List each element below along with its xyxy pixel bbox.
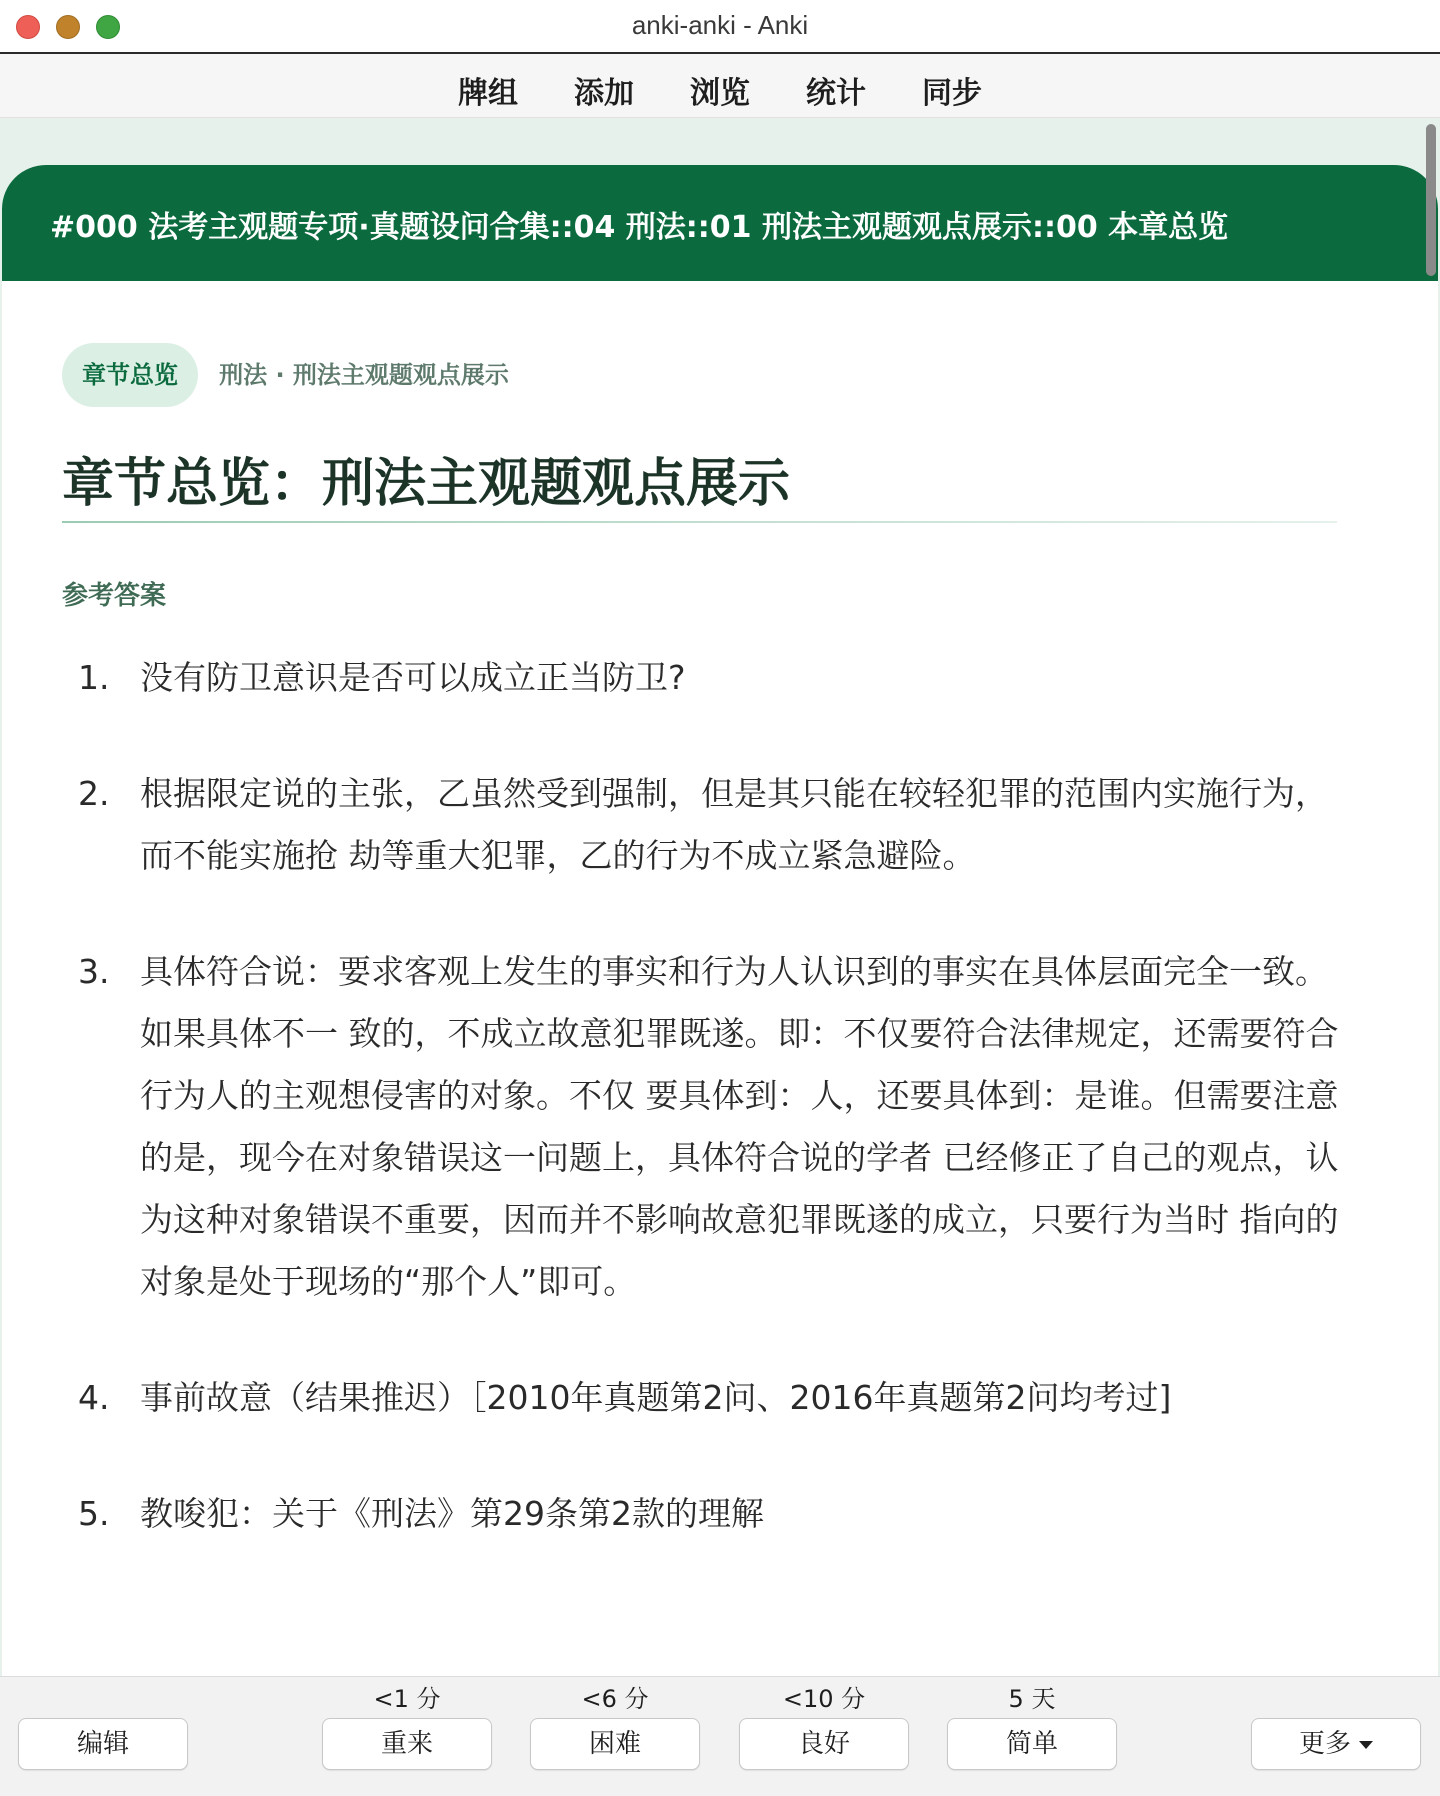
answer-list — [62, 647, 1352, 1545]
more-button[interactable] — [1251, 1718, 1421, 1770]
deck-banner — [2, 165, 1438, 281]
again-button[interactable]: 重来 — [322, 1718, 492, 1770]
easy-button[interactable]: 简单 — [947, 1718, 1117, 1770]
toolbar-decks[interactable]: 牌组 — [458, 76, 518, 111]
answer-number: 2. — [78, 774, 110, 813]
deck-path: #000 法考主观题专项·真题设问合集::04 刑法::01 刑法主观题观点展示::00 本章总览 — [50, 210, 1229, 245]
good-button[interactable]: 良好 — [739, 1718, 909, 1770]
good-interval: <10 分 — [782, 1685, 866, 1713]
card-meta — [62, 343, 509, 407]
edit-button[interactable]: 编辑 — [18, 1718, 188, 1770]
answer-item — [62, 647, 1352, 709]
toolbar-add[interactable]: 添加 — [574, 76, 634, 111]
answer-number: 4. — [78, 1378, 110, 1417]
answer-item — [62, 1367, 1352, 1429]
card-title: 章节总览：刑法主观题观点展示 — [62, 454, 791, 514]
answer-text: 根据限定说的主张，乙虽然受到强制，但是其只能在较轻犯罪的范围内实施行为，而不能实施抢 劫等重大犯罪，乙的行为不成立紧急避险。 — [140, 774, 1328, 875]
scrollbar-thumb[interactable] — [1426, 124, 1436, 276]
card-content-area — [0, 118, 1440, 1676]
again-interval: <1 分 — [373, 1685, 441, 1713]
title-bar — [0, 0, 1440, 54]
easy-interval: 5 天 — [1008, 1685, 1056, 1713]
hard-interval: <6 分 — [581, 1685, 649, 1713]
review-bar — [0, 1676, 1440, 1796]
answer-number: 3. — [78, 952, 110, 991]
toolbar-browse[interactable]: 浏览 — [690, 76, 750, 111]
answer-text: 教唆犯：关于《刑法》第29条第2款的理解 — [140, 1494, 764, 1533]
answer-item — [62, 763, 1352, 887]
toolbar-sync[interactable]: 同步 — [922, 76, 982, 111]
answer-text: 具体符合说：要求客观上发生的事实和行为人认识到的事实在具体层面完全一致。如果具体不一 致的，不成立故意犯罪既遂。即：不仅要符合法律规定，还需要符合行为人的主观想侵害的对象。不仅 要具体到：人，还要具体到：是谁。但需要注意的是，现今在对象错误这一问题上，具体符合说的学者 已经修正了自己的观点，认为这种对象错误不重要，因而并不影响故意犯罪既遂的成立，只要行为当时 指向的对象是处于现场的“那个人”即可。 — [140, 952, 1339, 1301]
hard-button[interactable]: 困难 — [530, 1718, 700, 1770]
answer-text: 事前故意（结果推迟）［2010年真题第2问、2016年真题第2问均考过] — [140, 1378, 1172, 1417]
breadcrumb: 刑法 · 刑法主观题观点展示 — [219, 361, 509, 389]
main-toolbar — [0, 54, 1440, 118]
scrollbar[interactable] — [1422, 118, 1440, 1676]
window-title: anki-anki - Anki — [631, 10, 809, 40]
answer-item — [62, 1483, 1352, 1545]
section-label: 参考答案 — [62, 581, 167, 611]
answer-item — [62, 941, 1352, 1313]
title-divider — [62, 521, 1337, 523]
answer-text: 没有防卫意识是否可以成立正当防卫? — [140, 658, 686, 697]
card — [2, 165, 1438, 1676]
more-label: 更多 — [1298, 1729, 1351, 1759]
chapter-badge: 章节总览 — [62, 343, 198, 407]
chevron-down-icon — [1359, 1741, 1373, 1749]
answer-number: 1. — [78, 658, 110, 697]
answer-number: 5. — [78, 1494, 110, 1533]
toolbar-stats[interactable]: 统计 — [806, 76, 866, 111]
